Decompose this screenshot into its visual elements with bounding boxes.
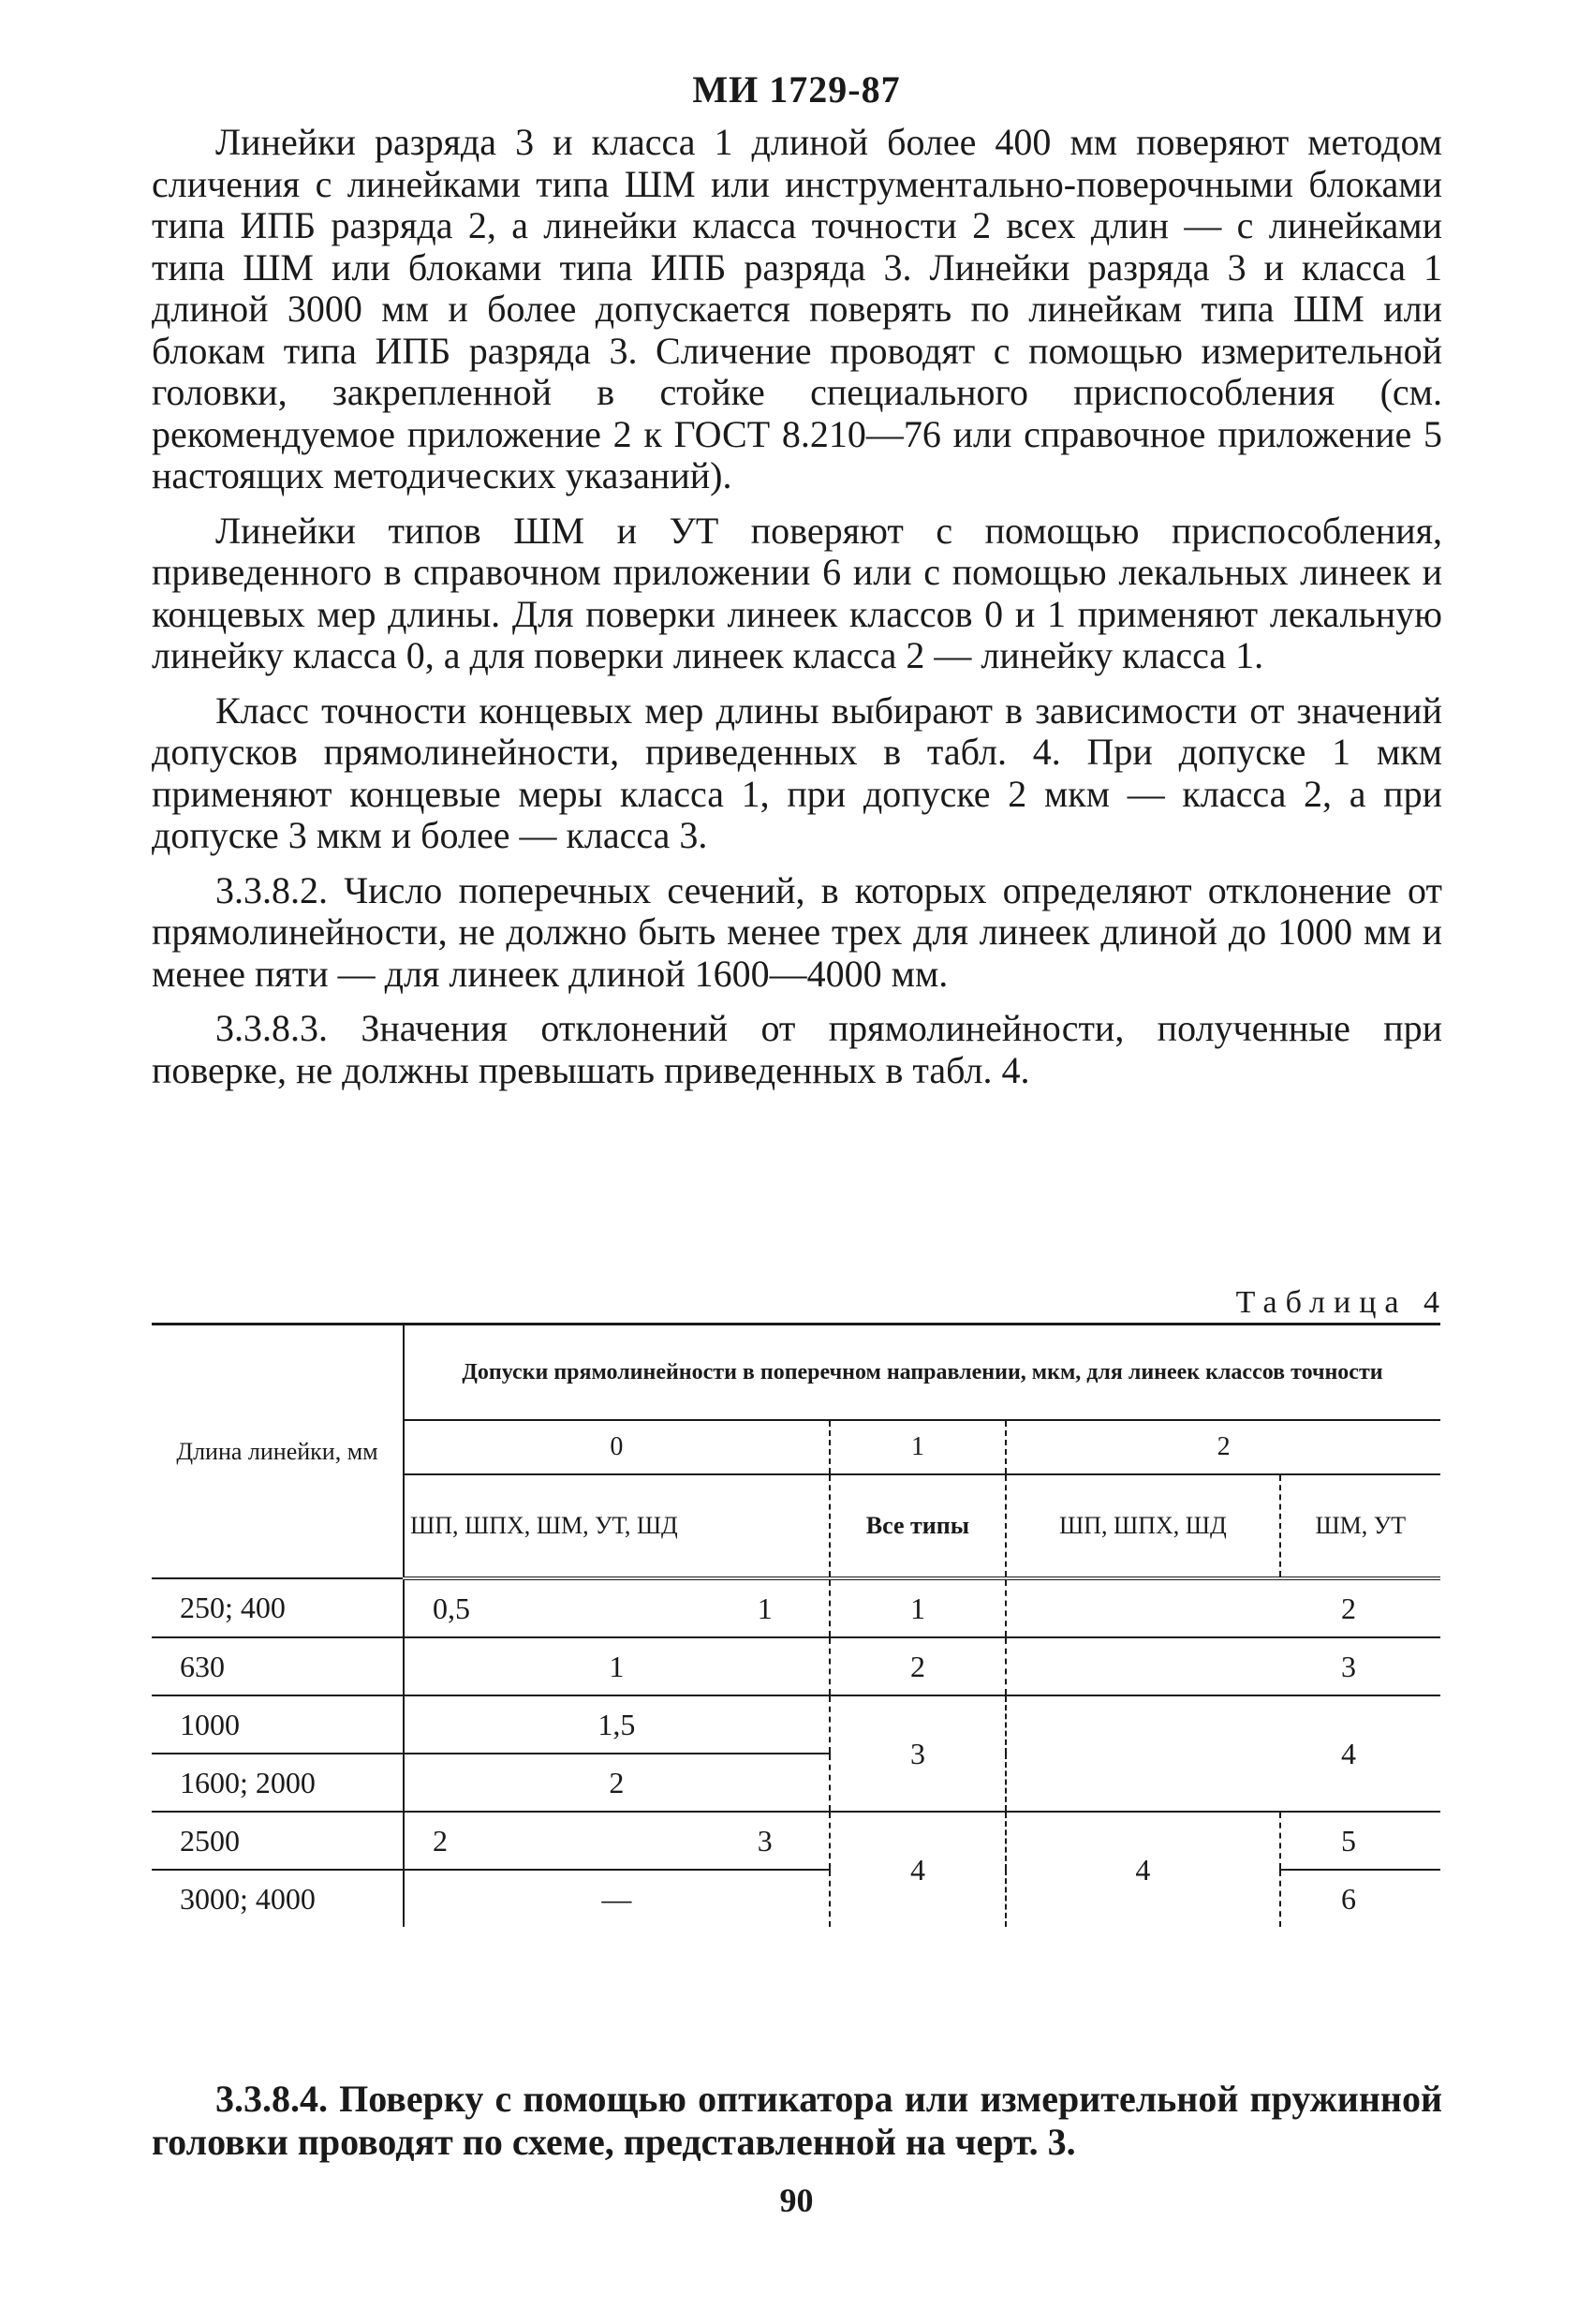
body-text	[152, 122, 1442, 1104]
length-cell: 3000; 4000	[152, 1870, 404, 1927]
tolerance-cell: 2	[404, 1754, 830, 1812]
table-caption: Таблица 4	[1235, 1285, 1448, 1320]
tolerance-cell: 4	[1280, 1695, 1440, 1812]
tolerance-cell: 2	[404, 1812, 609, 1870]
page-number: 90	[779, 2182, 814, 2219]
class-0-header: 0	[404, 1420, 830, 1474]
paragraph: Линейки разряда 3 и класса 1 длиной более 400 мм поверяют методом сличения с линейками типа ШМ или инструментально-поверочными блоками типа ИПБ разряда 2, а линейки класса точности 2 всех длин — с линейками типа ШМ или блоками типа ИПБ разряда 3. Линейки разряда 3 и класса 1 длиной 3000 мм и более допускается поверять по линейкам типа ШМ или блокам типа ИПБ разряда 3. Сличение проводят с помощью измерительной головки, закрепленной в стойке специального приспособления (см. рекомендуемое приложение 2 к ГОСТ 8.210—76 или справочное приложение 5 настоящих методических указаний).	[152, 121, 1442, 496]
tolerance-table	[152, 1323, 1440, 1927]
length-cell: 250; 400	[152, 1578, 404, 1637]
after-table-text	[152, 2078, 1442, 2164]
length-column-header: Длина линейки, мм	[152, 1325, 404, 1579]
paragraph: 3.3.8.4. Поверку с помощью оптикатора или измерительной пружинной головки проводят по схеме, представленной на черт. 3.	[152, 2078, 1442, 2163]
length-cell: 2500	[152, 1812, 404, 1870]
tolerance-cell: 1	[609, 1578, 830, 1637]
tolerance-cell: 6	[1341, 1881, 1356, 1916]
paragraph: Класс точности концевых мер длины выбирают в зависимости от значений допусков прямолинейности, приведенных в табл. 4. При допуске 1 мкм применяют концевые меры класса 1, при допуске 2 мкм — класса 2, а при допуске 3 мкм и более — класса 3.	[152, 688, 1442, 856]
tolerance-cell: 3	[609, 1812, 830, 1870]
class-0-types: ШП, ШПХ, ШМ, УТ, ШД	[404, 1474, 830, 1578]
table-row	[152, 1637, 1440, 1695]
tolerance-cell: 1	[830, 1578, 1006, 1637]
tolerance-cell: —	[404, 1870, 830, 1927]
tolerance-cell	[1006, 1578, 1279, 1637]
table-row	[152, 1695, 1440, 1754]
tolerance-cell: 2	[1280, 1578, 1440, 1637]
class-2-types-b: ШМ, УТ	[1280, 1474, 1440, 1578]
tolerance-cell: 3	[830, 1695, 1006, 1812]
class-1-types: Все типы	[830, 1474, 1006, 1578]
paragraph: 3.3.8.3. Значения отклонений от прямолинейности, полученные при поверке, не должны превышать приведенных в табл. 4.	[152, 1007, 1442, 1091]
tolerance-cell: 4	[1006, 1812, 1279, 1927]
class-2-header: 2	[1006, 1420, 1440, 1474]
tolerance-group-header: Допуски прямолинейности в поперечном направлении, мкм, для линеек классов точности	[404, 1325, 1440, 1421]
table-row	[152, 1812, 1440, 1870]
tolerance-cell: 5	[1280, 1812, 1440, 1870]
tolerance-cell: 3	[1280, 1637, 1440, 1695]
class-2-types-a: ШП, ШПХ, ШД	[1006, 1474, 1279, 1578]
page-header: МИ 1729-87	[692, 68, 901, 111]
tolerance-cell: 2	[830, 1637, 1006, 1695]
tolerance-cell: 0,5	[404, 1578, 609, 1637]
tolerance-cell: 1	[404, 1637, 830, 1695]
paragraph: 3.3.8.2. Число поперечных сечений, в которых определяют отклонение от прямолинейности, не должно быть менее трех для линеек длиной до 1000 мм и менее пяти — для линеек длиной 1600—4000 мм.	[152, 868, 1442, 995]
class-1-header: 1	[830, 1420, 1006, 1474]
length-cell: 1000	[152, 1695, 404, 1754]
length-cell: 630	[152, 1637, 404, 1695]
table-row	[152, 1578, 1440, 1637]
tolerance-cell	[1006, 1637, 1279, 1695]
paragraph: Линейки типов ШМ и УТ поверяют с помощью приспособления, приведенного в справочном приложении 6 или с помощью лекальных линеек и концевых мер длины. Для поверки линеек классов 0 и 1 применяют лекальную линейку класса 0, а для поверки линеек класса 2 — линейку класса 1.	[152, 509, 1442, 676]
length-cell: 1600; 2000	[152, 1754, 404, 1812]
tolerance-cell: 4	[830, 1812, 1006, 1927]
tolerance-cell	[1006, 1695, 1279, 1812]
tolerance-cell: 1,5	[404, 1695, 830, 1754]
